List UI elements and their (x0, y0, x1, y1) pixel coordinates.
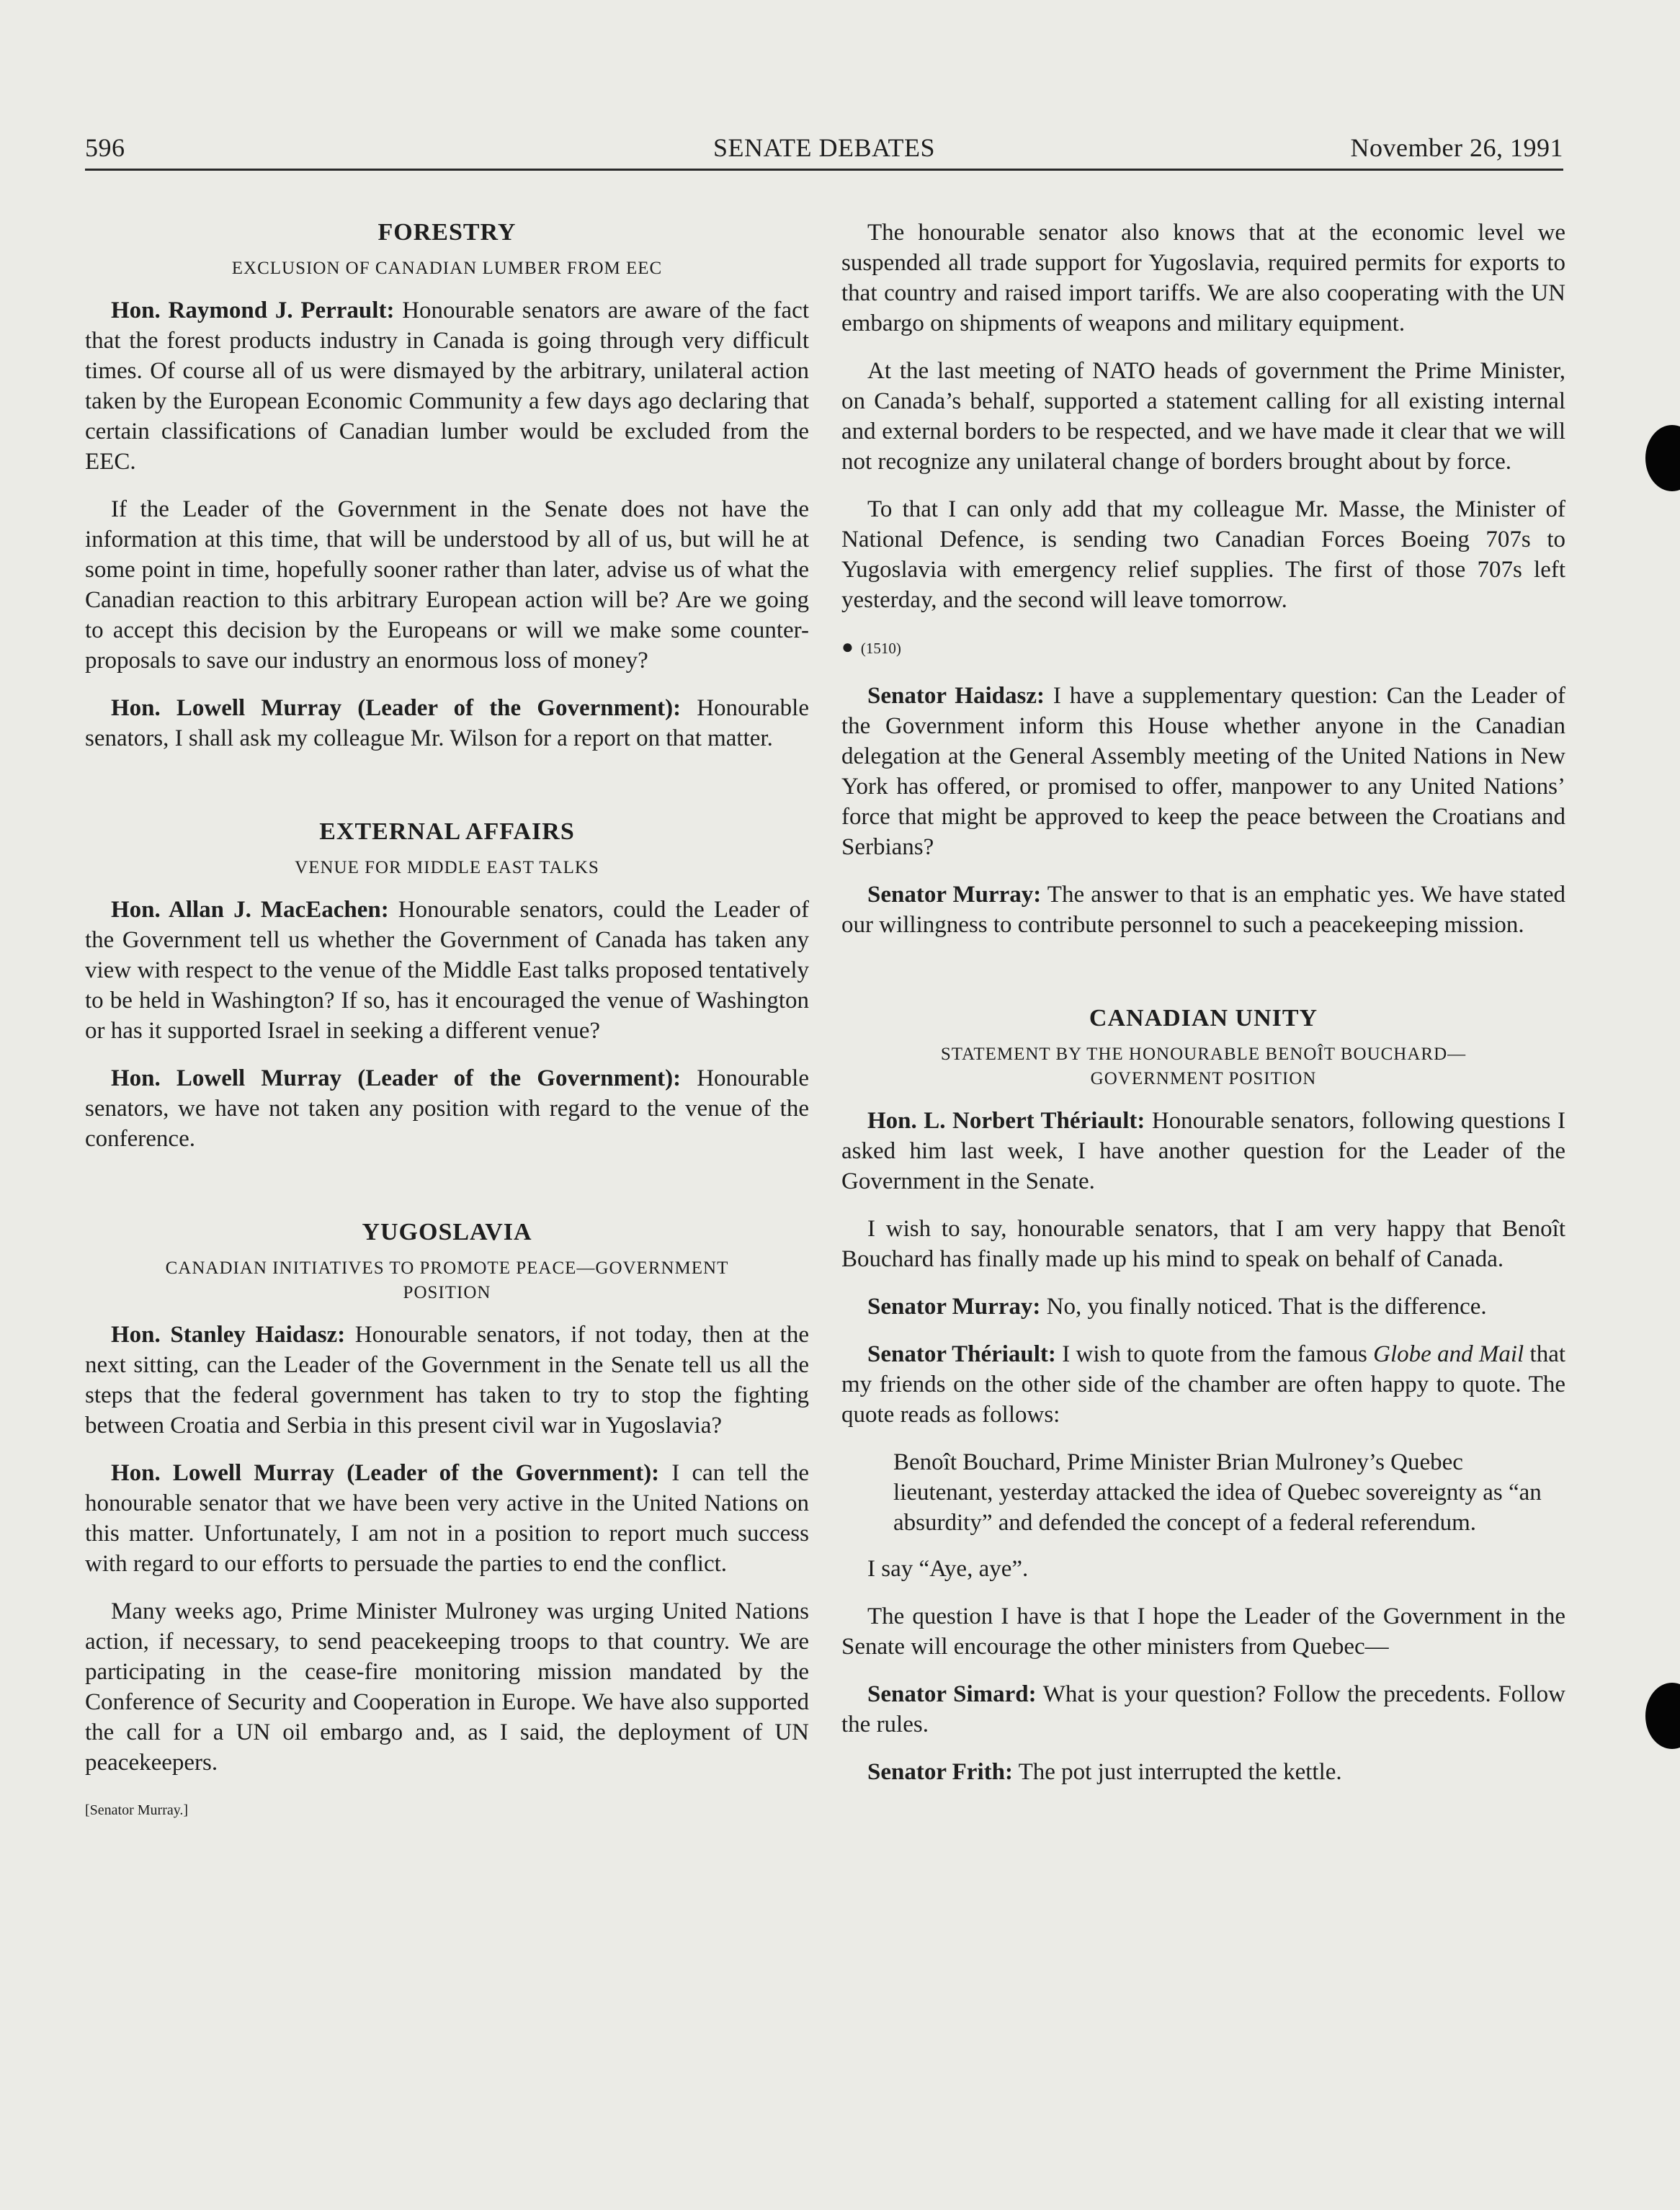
speech-text: Honourable senators, we have not taken any position with regard to the venue of the conference. (85, 1065, 809, 1152)
speech-text: I wish to quote from the famous (1055, 1341, 1374, 1367)
speaker: Senator Simard: (867, 1681, 1037, 1707)
section-heading-forestry: FORESTRY (377, 219, 517, 246)
footnote: [Senator Murray.] (85, 1802, 189, 1818)
paragraph: Many weeks ago, Prime Minister Mulroney was urging United Nations action, if necessary, to send peacekeeping troops to that country. We are participating in the cease-fire monitoring mission mandated by the Conference of Security and Cooperation in Europe. We have also supported the call for a UN oil embargo and, as I said, the deployment of UN peacekeepers. (85, 1598, 809, 1776)
speech-text: What is your question? Follow the precedents. Follow the rules. (841, 1681, 1565, 1737)
binder-hole-top (1645, 425, 1680, 491)
section-heading-external-affairs: EXTERNAL AFFAIRS (319, 818, 575, 845)
speaker: Senator Murray: (867, 882, 1042, 908)
newspaper-title: Globe and Mail (1373, 1341, 1524, 1367)
subheading-peace-initiatives (85, 1256, 809, 1305)
page-header (85, 131, 1563, 171)
paragraph (841, 1339, 1565, 1430)
subheading-line: GOVERNMENT POSITION (1090, 1069, 1317, 1088)
paragraph (841, 681, 1565, 862)
speech-text: No, you finally noticed. That is the difference. (1040, 1294, 1487, 1320)
binder-hole-bottom (1645, 1683, 1680, 1749)
paragraph (85, 1458, 809, 1579)
time-marker (841, 632, 1565, 663)
right-column (841, 218, 1565, 1804)
subheading-middle-east: VENUE FOR MIDDLE EAST TALKS (295, 858, 599, 877)
paragraph: The question I have is that I hope the Leader of the Government in the Senate will encourage the other ministers from Quebec— (841, 1603, 1565, 1660)
speech-text: that my friends on the other side of the chamber are often happy to quote. The quote reads as follows: (841, 1341, 1566, 1428)
subheading-lumber: EXCLUSION OF CANADIAN LUMBER FROM EEC (231, 259, 663, 278)
paragraph (841, 1757, 1565, 1787)
speech-text: Honourable senators, could the Leader of the Government tell us whether the Government of Canada has taken any view with respect to the venue of the Middle East talks proposed tentatively to be held in Washington? If so, has it encouraged the venue of Washington or has it supported Israel in seeking a different venue? (85, 897, 809, 1044)
paragraph: At the last meeting of NATO heads of government the Prime Minister, on Canada’s behalf, supported a statement calling for all existing internal and external borders to be respected, and we have made it clear that we will not recognize any unilateral change of borders brought about by force. (841, 358, 1565, 475)
paragraph: I say “Aye, aye”. (867, 1556, 1029, 1582)
sitting-date: November 26, 1991 (1350, 133, 1563, 162)
speech-text: Honourable senators, following questions I asked him last week, I have another question for the Leader of the Government in the Senate. (841, 1108, 1565, 1194)
block-quote: Benoît Bouchard, Prime Minister Brian Mulroney’s Quebec lieutenant, yesterday attacked the idea of Quebec sovereignty as “an absurdity” and defended the concept of a federal referendum. (893, 1449, 1542, 1536)
speaker: Hon. Raymond J. Perrault: (111, 298, 395, 323)
speaker: Hon. Allan J. MacEachen: (111, 897, 389, 923)
left-column (85, 218, 809, 1843)
speaker: Senator Thériault: (867, 1341, 1056, 1367)
speech-text: I can tell the honourable senator that we have been very active in the United Nations on this matter. Unfortunately, I am not in a position to report much success with regard to our efforts to persuade the parties to end the conflict. (85, 1460, 809, 1577)
section-heading-yugoslavia: YUGOSLAVIA (362, 1219, 532, 1245)
speech-text: Honourable senators are aware of the fact that the forest products industry in Canada is going through very difficult times. Of course all of us were dismayed by the arbitrary, unilateral action taken by the European Economic Community a few days ago declaring that certain classifications of Canadian lumber would be excluded from the EEC. (85, 298, 809, 475)
paragraph (841, 1106, 1565, 1196)
subheading-bouchard-statement (841, 1042, 1565, 1091)
speaker: Hon. L. Norbert Thériault: (867, 1108, 1145, 1134)
time-marker-text: (1510) (860, 640, 901, 657)
speaker: Hon. Lowell Murray (Leader of the Government): (111, 1460, 660, 1486)
paragraph: The honourable senator also knows that at the economic level we suspended all trade support for Yugoslavia, required permits for exports to that country and raised import tariffs. We are also cooperating with the UN embargo on shipments of weapons and military equipment. (841, 220, 1565, 336)
paragraph (841, 880, 1565, 940)
subheading-line: STATEMENT BY THE HONOURABLE BENOÎT BOUCHARD— (940, 1044, 1467, 1064)
section-heading-canadian-unity: CANADIAN UNITY (1089, 1005, 1318, 1032)
paragraph (85, 295, 809, 477)
speech-text: I have a supplementary question: Can the Leader of the Government inform this House whether anyone in the Canadian delegation at the General Assembly meeting of the United Nations in New York has offered, or promised to offer, manpower to any United Nations’ force that might be approved to keep the peace between the Croatians and Serbians? (841, 683, 1565, 860)
paragraph: If the Leader of the Government in the Senate does not have the information at this time, that will be understood by all of us, but will he at some point in time, hopefully sooner rather than later, advise us of what the Canadian reaction to this arbitrary European action will be? Are we going to accept this decision by the Europeans or will we make some counter-proposals to save our industry an enormous loss of money? (85, 496, 809, 674)
speaker: Hon. Stanley Haidasz: (111, 1322, 346, 1348)
paragraph: I wish to say, honourable senators, that I am very happy that Benoît Bouchard has finally made up his mind to speak on behalf of Canada. (841, 1216, 1565, 1272)
paragraph (85, 895, 809, 1046)
speaker: Senator Murray: (867, 1294, 1041, 1320)
speaker: Hon. Lowell Murray (Leader of the Government): (111, 695, 682, 721)
speech-text: Honourable senators, if not today, then at the next sitting, can the Leader of the Government in the Senate tell us all the steps that the federal government has taken to try to stop the fighting between Croatia and Serbia in this present civil war in Yugoslavia? (85, 1322, 809, 1439)
paragraph (85, 1320, 809, 1441)
bullet-icon: ● (841, 636, 854, 658)
paragraph (85, 693, 809, 753)
paragraph (85, 1063, 809, 1154)
page-number: 596 (85, 133, 125, 162)
speaker: Hon. Lowell Murray (Leader of the Government): (111, 1065, 682, 1091)
speech-text: The answer to that is an emphatic yes. We have stated our willingness to contribute personnel to such a peacekeeping mission. (841, 882, 1565, 938)
subheading-line: CANADIAN INITIATIVES TO PROMOTE PEACE—GOVERNMENT (165, 1258, 729, 1278)
speaker: Senator Haidasz: (867, 683, 1045, 709)
speech-text: The pot just interrupted the kettle. (1012, 1759, 1342, 1785)
paragraph (841, 1292, 1565, 1322)
subheading-line: POSITION (403, 1283, 491, 1302)
speaker: Senator Frith: (867, 1759, 1013, 1785)
speech-text: Honourable senators, I shall ask my colleague Mr. Wilson for a report on that matter. (85, 695, 809, 751)
journal-title: SENATE DEBATES (712, 133, 935, 162)
paragraph (841, 1679, 1565, 1740)
paragraph: To that I can only add that my colleague Mr. Masse, the Minister of National Defence, is sending two Canadian Forces Boeing 707s to Yugoslavia with emergency relief supplies. The first of those 707s left yesterday, and the second will leave tomorrow. (841, 496, 1565, 613)
